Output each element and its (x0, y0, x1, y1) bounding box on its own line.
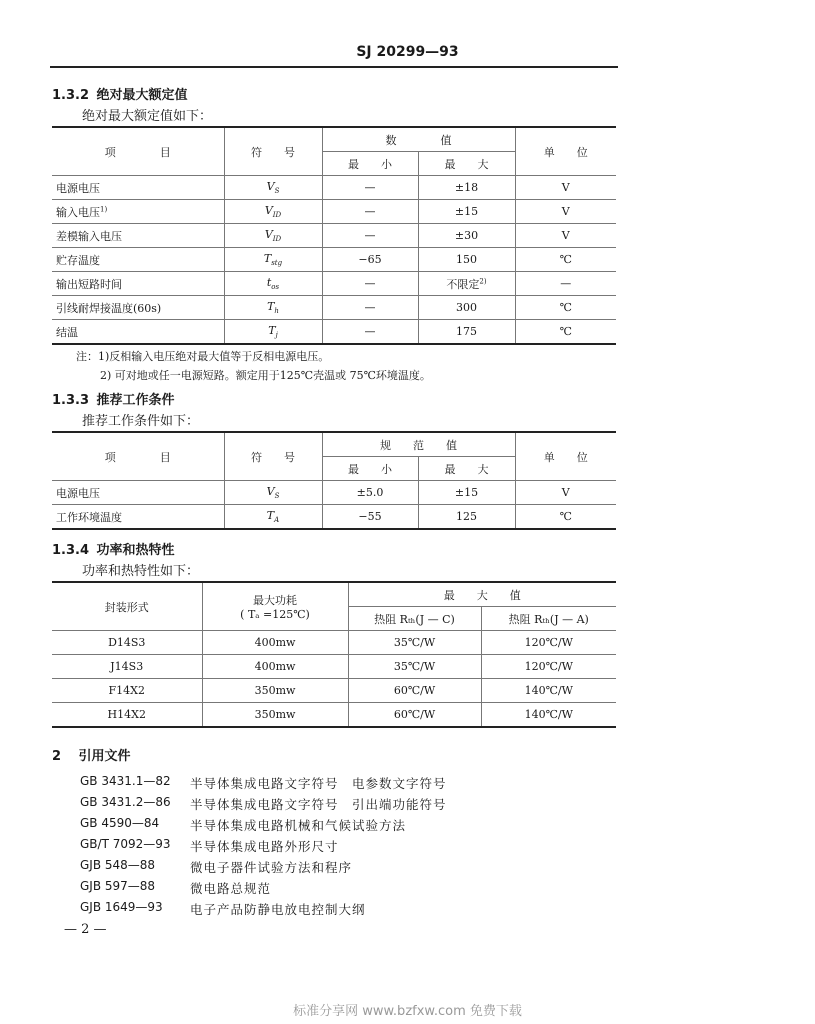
row-max: ±15 (418, 200, 515, 224)
note-1: 注：1)反相输入电压绝对最大值等于反相电源电压。 (76, 350, 330, 363)
section-title: 推荐工作条件 (96, 393, 175, 408)
row-item: 结温 (52, 320, 224, 345)
table-row (52, 200, 616, 224)
reference-title: 半导体集成电路外形尺寸 (190, 839, 339, 854)
table-row (52, 296, 616, 320)
header-unit: 单 位 (515, 432, 616, 481)
row-symbol: $T_A$ (224, 505, 322, 530)
row-symbol: $V_{ID}$ (224, 224, 322, 248)
header-min: 最 小 (322, 152, 418, 176)
section-heading-1-3-4 (52, 539, 175, 558)
row-item: 电源电压 (52, 481, 224, 505)
row-max: 125 (418, 505, 515, 530)
row-rth-ja: 120℃/W (481, 655, 616, 679)
header-package: 封装形式 (52, 582, 202, 631)
row-rth-jc: 35℃/W (348, 655, 481, 679)
row-item: 输入电压$^{1)}$ (52, 200, 224, 224)
header-symbol: 符 号 (224, 432, 322, 481)
table-row (52, 272, 616, 296)
row-item: 工作环境温度 (52, 505, 224, 530)
page-number: — 2 — (64, 922, 107, 937)
row-package: J14S3 (52, 655, 202, 679)
row-unit: V (515, 176, 616, 200)
table-row (52, 320, 616, 345)
row-item: 贮存温度 (52, 248, 224, 272)
row-rth-jc: 60℃/W (348, 679, 481, 703)
row-unit: V (515, 481, 616, 505)
section-heading-2 (52, 745, 131, 764)
row-unit: — (515, 272, 616, 296)
power-thermal-table (52, 581, 616, 728)
table-row (52, 481, 616, 505)
section-intro: 推荐工作条件如下： (82, 414, 200, 429)
header-rule (50, 66, 618, 68)
list-item (80, 879, 447, 900)
list-item (80, 837, 447, 858)
row-min: — (322, 272, 418, 296)
row-max: ±30 (418, 224, 515, 248)
row-item: 电源电压 (52, 176, 224, 200)
row-item: 输出短路时间 (52, 272, 224, 296)
document-header: SJ 20299—93 (356, 44, 459, 60)
row-symbol: $V_{ID}$ (224, 200, 322, 224)
table-notes (76, 347, 431, 385)
note-2: 2) 可对地或任一电源短路。额定用于125℃壳温或 75℃环境温度。 (100, 369, 431, 382)
table-row (52, 631, 616, 655)
header-max-power: 最大功耗 ( Tₐ =125℃) (202, 582, 348, 631)
reference-title: 半导体集成电路文字符号 电参数文字符号 (190, 776, 447, 791)
header-value: 规 范 值 (322, 432, 515, 457)
row-min: ±5.0 (322, 481, 418, 505)
header-max: 最 大 (418, 457, 515, 481)
table-row (52, 679, 616, 703)
section-number: 2 (52, 749, 62, 764)
reference-title: 微电子器件试验方法和程序 (190, 860, 353, 875)
section-title: 引用文件 (78, 749, 131, 764)
section-intro: 功率和热特性如下： (82, 564, 200, 579)
row-rth-ja: 140℃/W (481, 679, 616, 703)
row-min: — (322, 176, 418, 200)
recommended-conditions-table (52, 431, 616, 530)
header-max-value: 最 大 值 (348, 582, 616, 607)
row-min: −65 (322, 248, 418, 272)
row-max: 175 (418, 320, 515, 345)
row-item: 引线耐焊接温度(60s) (52, 296, 224, 320)
row-max: 300 (418, 296, 515, 320)
reference-code: GB 4590—84 (80, 816, 160, 830)
table-row (52, 505, 616, 530)
row-rth-ja: 120℃/W (481, 631, 616, 655)
row-power: 400mw (202, 655, 348, 679)
reference-code: GJB 548—88 (80, 858, 156, 872)
list-item (80, 900, 447, 921)
section-title: 绝对最大额定值 (96, 88, 188, 103)
row-min: — (322, 320, 418, 345)
header-value: 数 值 (322, 127, 515, 152)
row-unit: ℃ (515, 320, 616, 345)
row-power: 350mw (202, 679, 348, 703)
row-rth-jc: 60℃/W (348, 703, 481, 728)
section-number: 1.3.4 (52, 543, 90, 558)
header-item: 项 目 (52, 127, 224, 176)
reference-list (80, 774, 447, 921)
row-unit: ℃ (515, 505, 616, 530)
section-number: 1.3.2 (52, 88, 90, 103)
row-min: −55 (322, 505, 418, 530)
row-min: — (322, 296, 418, 320)
reference-code: GB 3431.2—86 (80, 795, 171, 809)
table-row (52, 176, 616, 200)
reference-code: GJB 597—88 (80, 879, 156, 893)
row-unit: ℃ (515, 248, 616, 272)
row-symbol: $T_{stg}$ (224, 248, 322, 272)
row-unit: V (515, 200, 616, 224)
row-symbol: $t_{os}$ (224, 272, 322, 296)
absolute-max-ratings-table (52, 126, 616, 345)
row-power: 350mw (202, 703, 348, 728)
row-max: ±18 (418, 176, 515, 200)
list-item (80, 858, 447, 879)
header-symbol: 符 号 (224, 127, 322, 176)
reference-code: GB/T 7092—93 (80, 837, 171, 851)
header-rth-ja: 热阻 Rₜₕ(J — A) (481, 607, 616, 631)
watermark-footer: 标准分享网 www.bzfxw.com 免费下载 (293, 1004, 522, 1019)
reference-code: GJB 1649—93 (80, 900, 163, 914)
list-item (80, 816, 447, 837)
header-unit: 单 位 (515, 127, 616, 176)
section-title: 功率和热特性 (96, 543, 175, 558)
row-rth-ja: 140℃/W (481, 703, 616, 728)
row-unit: V (515, 224, 616, 248)
section-heading-1-3-3 (52, 389, 175, 408)
header-max: 最 大 (418, 152, 515, 176)
row-item: 差模输入电压 (52, 224, 224, 248)
table-row (52, 248, 616, 272)
table-row (52, 703, 616, 728)
row-unit: ℃ (515, 296, 616, 320)
reference-code: GB 3431.1—82 (80, 774, 171, 788)
header-item: 项 目 (52, 432, 224, 481)
list-item (80, 774, 447, 795)
list-item (80, 795, 447, 816)
section-heading-1-3-2 (52, 84, 188, 103)
row-symbol: $V_S$ (224, 481, 322, 505)
reference-title: 微电路总规范 (190, 881, 272, 896)
table-row (52, 224, 616, 248)
reference-title: 半导体集成电路机械和气候试验方法 (190, 818, 407, 833)
section-intro: 绝对最大额定值如下： (82, 109, 213, 124)
row-max: 不限定$^{2)}$ (418, 272, 515, 296)
row-rth-jc: 35℃/W (348, 631, 481, 655)
table-row (52, 655, 616, 679)
section-number: 1.3.3 (52, 393, 90, 408)
row-min: — (322, 200, 418, 224)
row-min: — (322, 224, 418, 248)
reference-title: 电子产品防静电放电控制大纲 (190, 902, 366, 917)
header-rth-jc: 热阻 Rₜₕ(J — C) (348, 607, 481, 631)
row-package: H14X2 (52, 703, 202, 728)
row-max: 150 (418, 248, 515, 272)
header-min: 最 小 (322, 457, 418, 481)
reference-title: 半导体集成电路文字符号 引出端功能符号 (190, 797, 447, 812)
row-package: F14X2 (52, 679, 202, 703)
row-symbol: $T_h$ (224, 296, 322, 320)
row-package: D14S3 (52, 631, 202, 655)
row-max: ±15 (418, 481, 515, 505)
row-symbol: $V_S$ (224, 176, 322, 200)
row-symbol: $T_j$ (224, 320, 322, 345)
row-power: 400mw (202, 631, 348, 655)
